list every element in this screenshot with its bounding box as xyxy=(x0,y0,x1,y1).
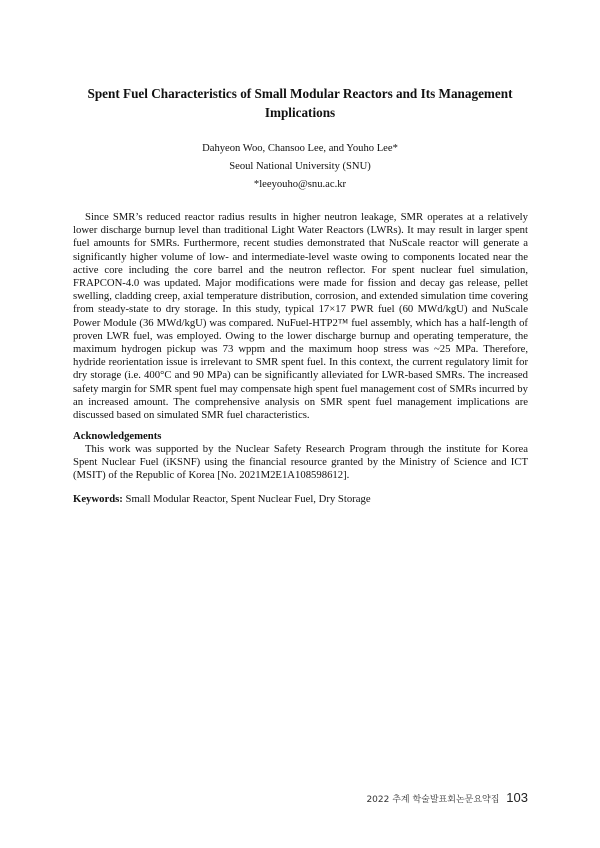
author-list: Dahyeon Woo, Chansoo Lee, and Youho Lee* xyxy=(202,143,398,154)
page-number: 103 xyxy=(506,790,528,805)
corresponding-email: *leeyouho@snu.ac.kr xyxy=(253,179,347,190)
keywords-line xyxy=(73,493,528,506)
author-affiliation: Seoul National University (SNU) xyxy=(229,161,371,172)
proceedings-title: 2022 추계 학술발표회논문요약집 xyxy=(366,795,500,805)
page-footer xyxy=(366,790,528,808)
paper-title: Spent Fuel Characteristics of Small Modular Reactors and Its Management Implications xyxy=(87,86,513,120)
keywords-text: Small Modular Reactor, Spent Nuclear Fuel, Dry Storage xyxy=(125,493,371,505)
keywords-label: Keywords: xyxy=(73,493,123,505)
acknowledgements-paragraph: This work was supported by the Nuclear Safety Research Program through the institute for Korea Spent Nuclear Fuel (iKSNF) using the financial resource granted by the Ministry of Science and ICT (MSIT) of the Republic of Korea [No. 2021M2E1A108598612]. xyxy=(73,443,528,482)
acknowledgements-heading: Acknowledgements xyxy=(73,430,162,442)
abstract-paragraph: Since SMR’s reduced reactor radius results in higher neutron leakage, SMR operates at a relatively lower discharge burnup level than traditional Light Water Reactors (LWRs). It may result in larger spent fuel amounts for SMRs. Furthermore, recent studies demonstrated that NuScale reactor will generate a significantly higher volume of low- and intermediate-level waste owing to components located near the active core including the core barrel and the neutron reflector. For spent nuclear fuel simulation, FRAPCON-4.0 was updated. Major modifications were made for fission and decay gas release, pellet swelling, cladding creep, axial temperature distribution, corrosion, and extended simulation time covering from steady-state to dry storage. In this study, typical 17×17 PWR fuel (60 MWd/kgU) and NuScale Power Module (36 MWd/kgU) was compared. NuFuel-HTP2™ fuel assembly, which has a half-length of proven LWR fuel, was employed. Owing to the lower discharge burnup and operating temperature, the maximum hydrogen pickup was 73 wppm and the maximum hoop stress was ~25 MPa. Therefore, hydride reorientation issue is irrelevant to SMR spent fuel. In this context, the current regulatory limit for dry storage (i.e. 400°C and 90 MPa) can be significantly alleviated for LWR-based SMRs. The increased safety margin for SMR spent fuel may compensate high spent fuel management cost of SMRs incurred by an increased amount. The comprehensive analysis on SMR spent fuel management implications are discussed based on simulated SMR fuel characteristics. xyxy=(73,211,528,422)
